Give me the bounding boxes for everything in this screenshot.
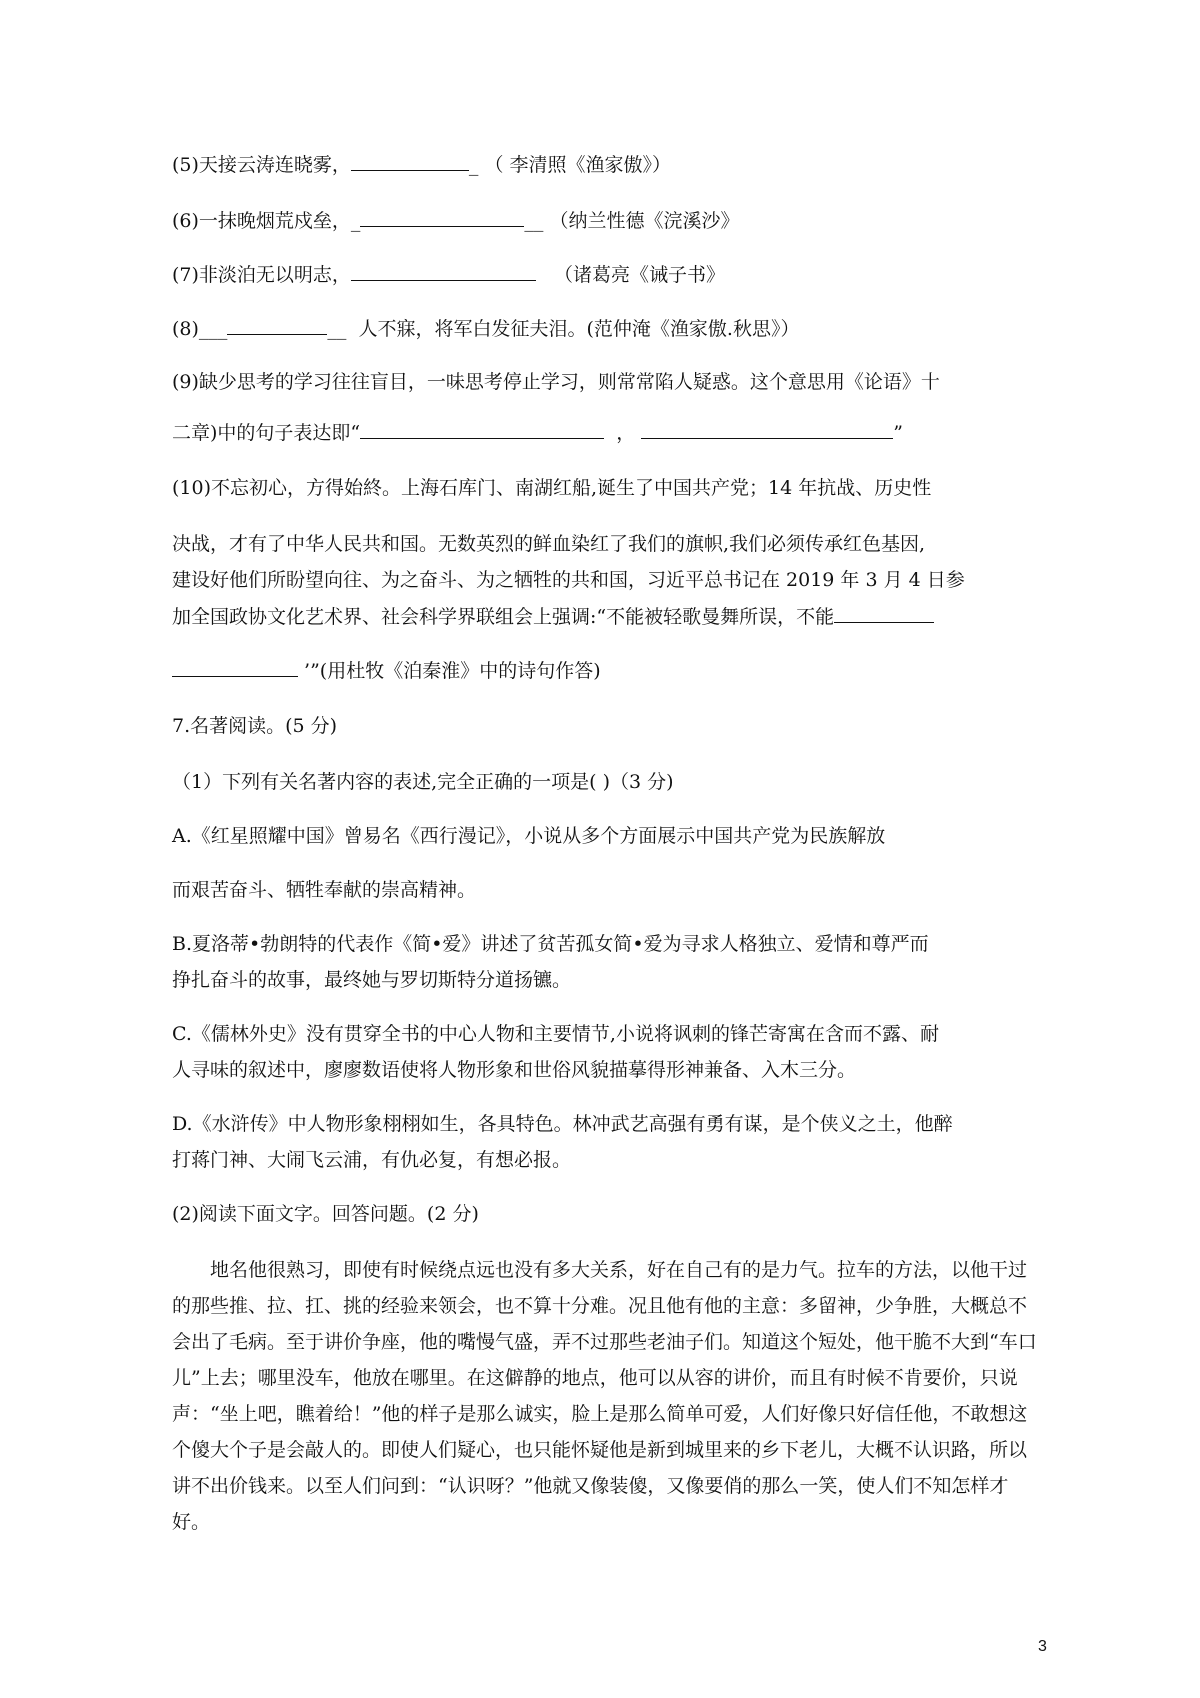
q7-poem-source: （诸葛亮《诫子书》 — [554, 264, 726, 286]
q5-tail: _ — [468, 154, 479, 176]
q7-poem-blank — [351, 262, 536, 281]
question-9-line2 — [172, 420, 1042, 445]
option-c-line2: 人寻味的叙述中，廖廖数语使将人物形象和世俗风貌描摹得形神兼备、入木三分。 — [172, 1059, 857, 1081]
q8-text: (8) — [172, 318, 199, 340]
question-10-line4 — [172, 604, 1042, 629]
q8-blank — [227, 316, 327, 335]
option-a-line1: A.《红星照耀中国》曾易名《西行漫记》，小说从多个方面展示中国共产党为民族解放 — [172, 825, 886, 847]
question-6 — [172, 208, 1042, 233]
question-10-line5 — [172, 658, 1042, 683]
option-a-line2: 而艰苦奋斗、牺牲奉献的崇高精神。 — [172, 879, 477, 901]
question-10-line2: 决战，才有了中华人民共和国。无数英烈的鲜血染红了我们的旗帜,我们必须传承红色基因, — [172, 533, 926, 555]
q6-source: （纳兰性德《浣溪沙》 — [549, 210, 740, 232]
q6-blank — [360, 208, 524, 227]
q5-source: （ 李清照《渔家傲》） — [484, 154, 672, 176]
q6-lead: _ — [350, 210, 361, 232]
q9-sep: ， — [616, 422, 636, 444]
q9-blank-2 — [641, 420, 893, 439]
q9-lead: 二章)中的句子表达即“ — [172, 422, 361, 444]
q7-title: 7.名著阅读。(5 分) — [172, 715, 338, 737]
option-b-line1: B.夏洛蒂•勃朗特的代表作《简•爱》讲述了贫苦孤女简•爱为寻求人格独立、爱情和尊严而 — [172, 933, 929, 955]
question-7-poem — [172, 262, 1042, 287]
option-c-line1: C.《儒林外史》没有贯穿全书的中心人物和主要情节,小说将讽刺的锋芒寄寓在含而不露、耐 — [172, 1023, 939, 1045]
reading-passage: 地名他很熟习，即使有时候绕点远也没有多大关系，好在自己有的是力气。拉车的方法，以他干过的那些推、拉、扛、挑的经验来领会，也不算十分难。况且他有他的主意：多留神，少争胜，大概总不会出了毛病。至于讲价争座，他的嘴慢气盛，弄不过那些老油子们。知道这个短处，他干脆不大到“车口儿”上去；哪里没车，他放在哪里。在这僻静的地点，他可以从容的讲价，而且有时候不肯要价，只说声：“坐上吧，瞧着给！”他的样子是那么诚实，脸上是那么简单可爱，人们好像只好信任他，不敢想这个傻大个子是会敲人的。即使人们疑心，也只能怀疑他是新到城里来的乡下老儿，大概不认识路，所以讲不出价钱来。以至人们问到：“认识呀？”他就又像装傻，又像要俏的那么一笑，使人们不知怎样才好。 — [172, 1259, 1037, 1533]
q10-line4-text: 加全国政协文化艺术界、社会科学界联组会上强调:“不能被轻歌曼舞所误，不能 — [172, 606, 835, 628]
question-10-line1: (10)不忘初心，方得始終。上海石库门、南湖红船,诞生了中国共产党；14 年抗战、历史性 — [172, 477, 932, 499]
q10-blank-1 — [834, 604, 934, 623]
question-8 — [172, 316, 1042, 341]
option-d-line2: 打蒋门神、大闹飞云浦，有仇必复，有想必报。 — [172, 1149, 572, 1171]
q6-text: (6)一抹晚烟荒戍垒， — [172, 210, 351, 232]
q8-rest: 人不寐，将军白发征夫泪。(范仲淹《渔家傲.秋思》） — [358, 318, 800, 340]
question-10-line3: 建设好他们所盼望向往、为之奋斗、为之牺牲的共和国，习近平总书记在 2019 年 3 月 4 日参 — [172, 569, 965, 591]
q5-text: (5)天接云涛连晓雾， — [172, 154, 351, 176]
q10-line5-text: ’”(用杜牧《泊秦淮》中的诗句作答) — [304, 660, 601, 682]
q7-1-stem: （1）下列有关名著内容的表述,完全正确的一项是( )（3 分) — [172, 771, 674, 793]
q9-end: ” — [893, 422, 904, 444]
q9-blank-1 — [360, 420, 604, 439]
option-b-line2: 挣扎奋斗的故事，最终她与罗切斯特分道扬镳。 — [172, 969, 572, 991]
q6-tail: __ — [524, 210, 544, 232]
q8-lead: ___ — [198, 318, 228, 340]
page-number: 3 — [1038, 1638, 1047, 1655]
q7-2-stem: (2)阅读下面文字。回答问题。(2 分) — [172, 1203, 479, 1225]
q8-tail: __ — [327, 318, 347, 340]
option-d-line1: D.《水浒传》中人物形象栩栩如生，各具特色。林冲武艺高强有勇有谋，是个侠义之土，他醉 — [172, 1113, 953, 1135]
q5-blank — [351, 152, 469, 171]
q7-poem-text: (7)非淡泊无以明志， — [172, 264, 351, 286]
question-9-line1: (9)缺少思考的学习往往盲目，一味思考停止学习，则常常陷人疑惑。这个意思用《论语》十 — [172, 371, 940, 393]
q10-blank-2 — [172, 658, 298, 677]
question-5 — [172, 152, 1042, 177]
